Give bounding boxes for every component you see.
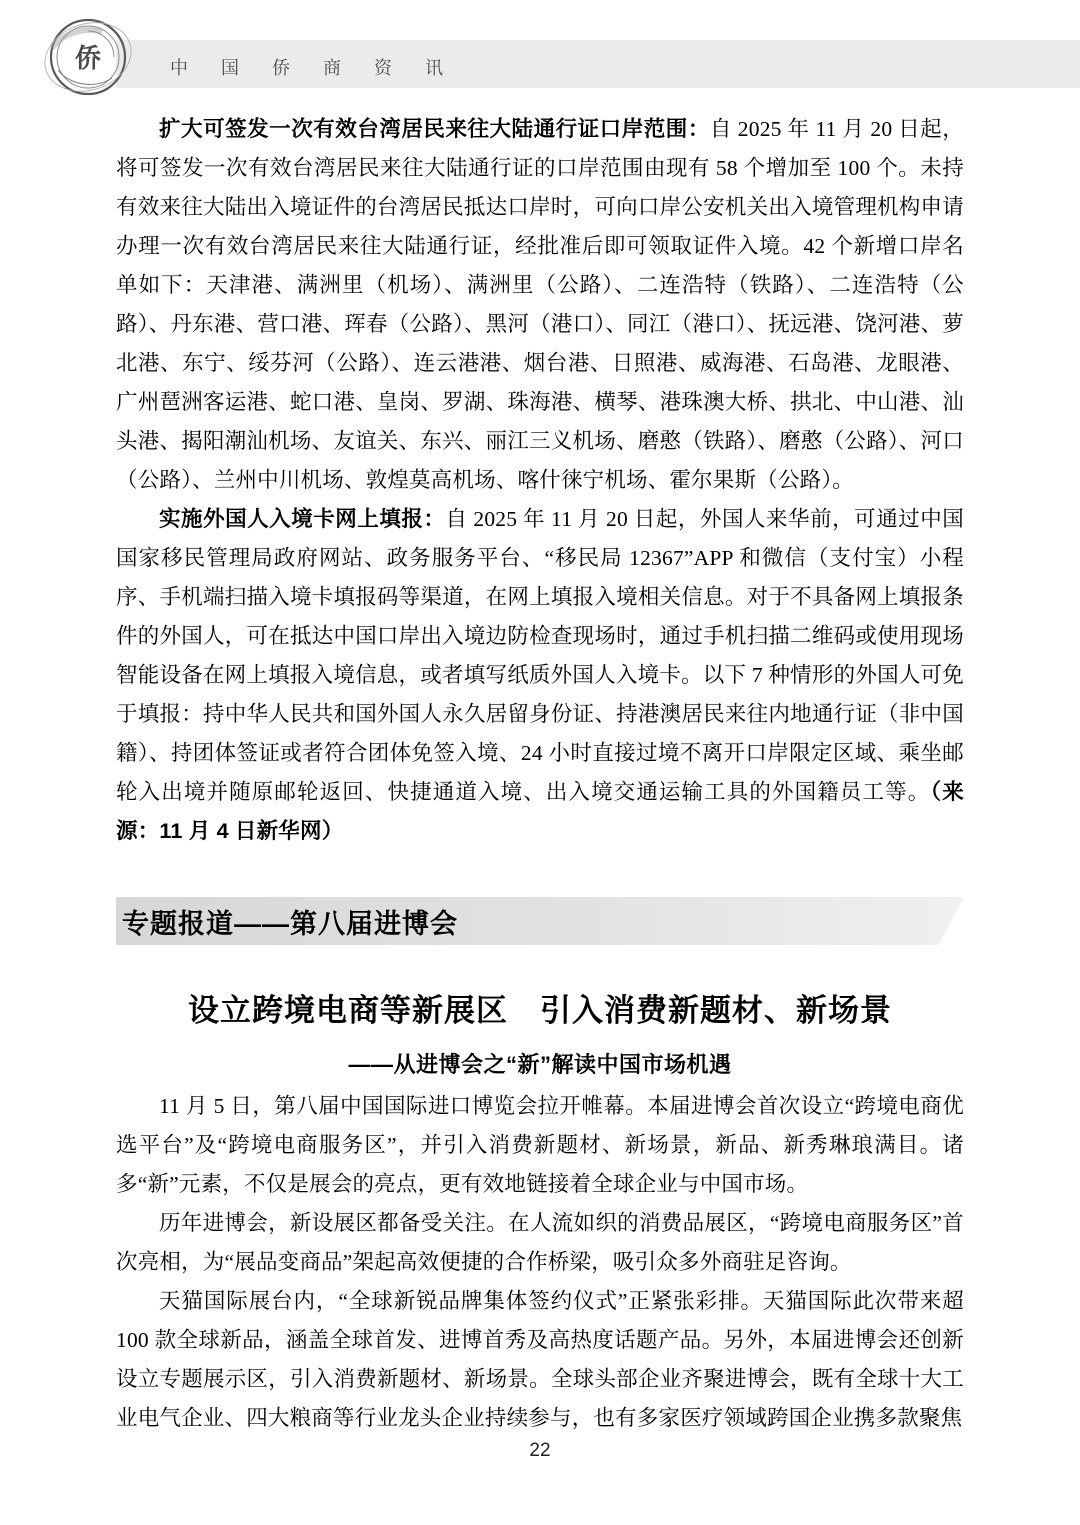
paragraph-text: 自 2025 年 11 月 20 日起，将可签发一次有效台湾居民来往大陆通行证的口岸范围由现有 58 个增加至 100 个。未持有效来往大陆出入境证件的台湾居民抵达口岸时，可向口岸公安机关出入境管理机构申请办理一次有效台湾居民来往大陆通行证，经批准后即可领取证件入境。42 个新增口岸名单如下：天津港、满洲里（机场）、满洲里（公路）、二连浩特（铁路）、二连浩特（公路）、丹东港、营口港、珲春（公路）、黑河（港口）、同江（港口）、抚远港、饶河港、萝北港、东宁、绥芬河（公路）、连云港港、烟台港、日照港、威海港、石岛港、龙眼港、广州琶洲客运港、蛇口港、皇岗、罗湖、珠海港、横琴、港珠澳大桥、拱北、中山港、汕头港、揭阳潮汕机场、友谊关、东兴、丽江三义机场、磨憨（铁路）、磨憨（公路）、河口（公路）、兰州中川机场、敦煌莫高机场、喀什徕宁机场、霍尔果斯（公路）。 — [116, 117, 964, 492]
paragraph-expand-ports — [116, 110, 964, 500]
section-banner-label: 专题报道——第八届进博会 — [122, 909, 458, 939]
article-title: 设立跨境电商等新展区 引入消费新题材、新场景 — [188, 993, 892, 1028]
paragraph-text: 自 2025 年 11 月 20 日起，外国人来华前，可通过中国国家移民管理局政府网站、政务服务平台、“移民局 12367”APP 和微信（支付宝）小程序、手机端扫描入境卡填报码等渠道，在网上填报入境相关信息。对于不具备网上填报条件的外国人，可在抵达中国口岸出入境边防检查现场时，通过手机扫描二维码或使用现场智能设备在网上填报入境信息，或者填写纸质外国人入境卡。以下 7 种情形的外国人可免于填报：持中华人民共和国外国人永久居留身份证、持港澳居民来往内地通行证（非中国籍）、持团体签证或者符合团体免签入境、24 小时直接过境不离开口岸限定区域、乘坐邮轮入出境并随原邮轮返回、快捷通道入境、出入境交通运输工具的外国籍员工等。 — [116, 507, 964, 804]
page-number: 22 — [529, 1440, 551, 1461]
paragraph-online-entry-card — [116, 500, 964, 851]
paragraph-lead: 扩大可签发一次有效台湾居民来往大陆通行证口岸范围： — [159, 117, 710, 141]
article-paragraph-2: 历年进博会，新设展区都备受关注。在人流如织的消费品展区，“跨境电商服务区”首次亮相，为“展品变商品”架起高效便捷的合作桥梁，吸引众多外商驻足咨询。 — [116, 1211, 964, 1274]
article-paragraph-3: 天猫国际展台内，“全球新锐品牌集体签约仪式”正紧张彩排。天猫国际此次带来超 100 款全球新品，涵盖全球首发、进博首秀及高热度话题产品。另外，本届进博会还创新设立专题展示区，引入消费新题材、新场景。全球头部企业齐聚进博会，既有全球十大工业电气企业、四大粮商等行业龙头企业持续参与，也有多家医疗领域跨国企业携多款聚焦 — [116, 1289, 964, 1430]
overseas-chinese-association-seal-logo — [36, 18, 148, 96]
article-subtitle: ——从进博会之“新”解读中国市场机遇 — [348, 1052, 732, 1077]
header-title: 中 国 侨 商 资 讯 — [170, 58, 458, 78]
page-header — [0, 0, 1080, 96]
article-body — [116, 110, 964, 1438]
article-paragraph-1: 11 月 5 日，第八届中国国际进口博览会拉开帷幕。本届进博会首次设立“跨境电商优选平台”及“跨境电商服务区”，并引入消费新题材、新场景，新品、新秀琳琅满目。诸多“新”元素，不仅是展会的亮点，更有效地链接着全球企业与中国市场。 — [116, 1094, 964, 1196]
paragraph-lead: 实施外国人入境卡网上填报： — [159, 507, 446, 531]
section-banner — [116, 897, 964, 945]
svg-text:侨: 侨 — [74, 44, 102, 73]
paragraph-source: （来源：11 月 4 日新华网） — [116, 780, 964, 843]
